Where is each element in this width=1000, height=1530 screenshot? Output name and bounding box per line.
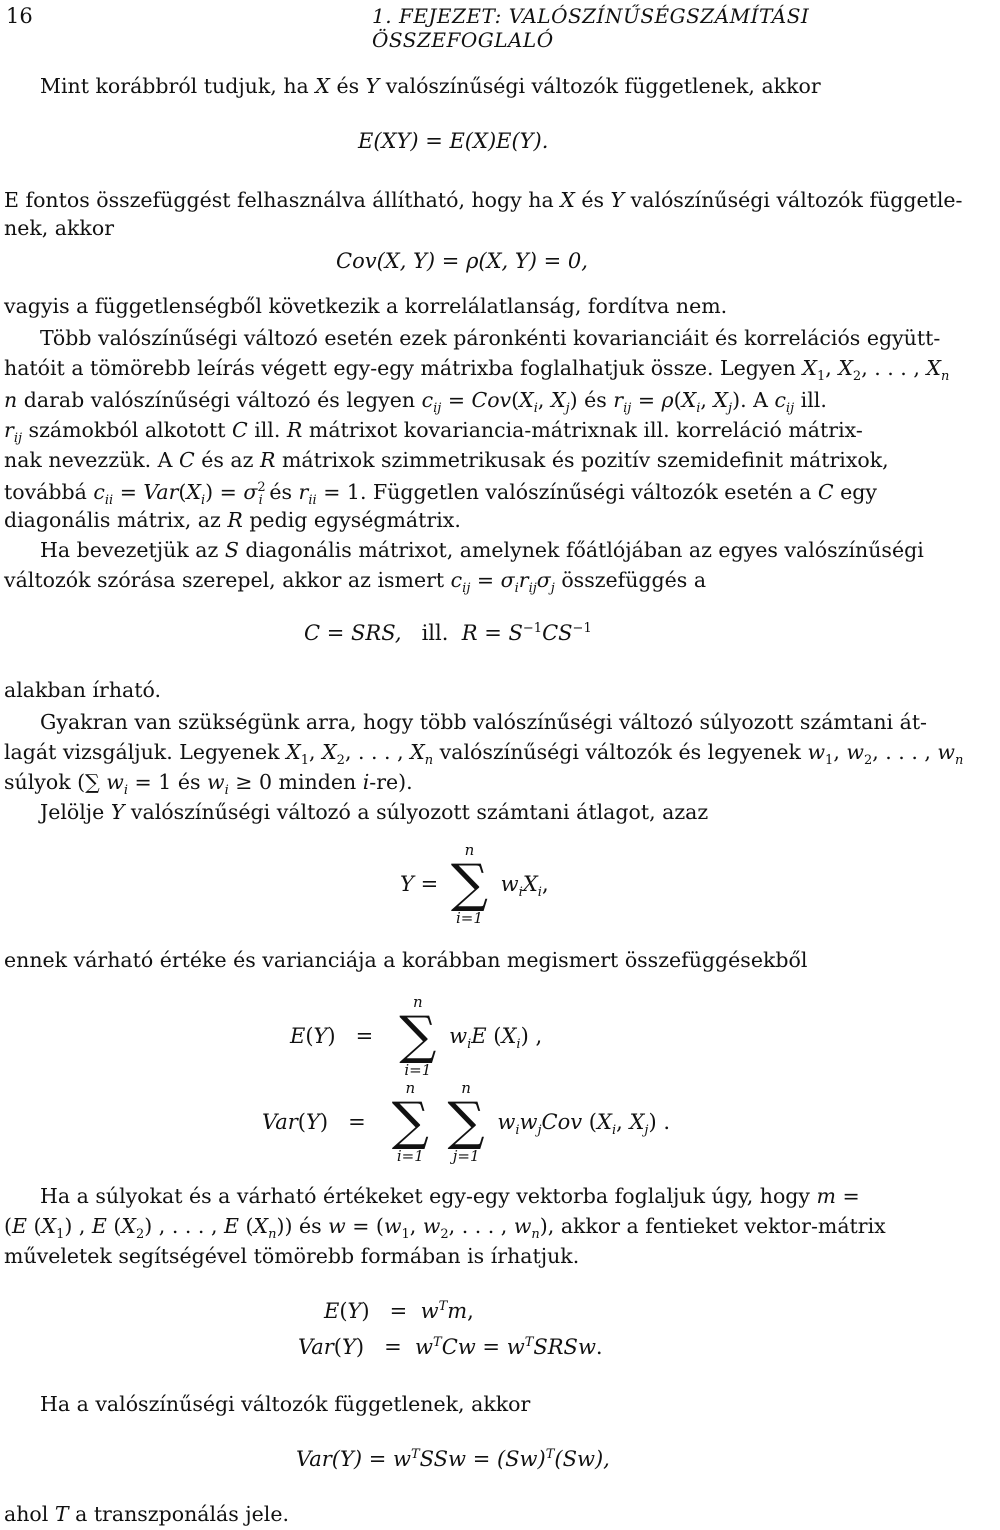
paragraph-10-line-3: műveletek segítségével tömörebb formában is írhatjuk.	[4, 1244, 580, 1268]
equation-independent-variance: $Var(Y) = w^TSSw = (Sw)^T(Sw)$,	[296, 1447, 610, 1471]
page-number: 16	[6, 4, 33, 28]
paragraph-4-line-7: diagonális mátrix, az R pedig egységmátrix.	[4, 508, 461, 532]
equation-vector-variance: $Var(Y) = w^TCw$ = $w^TSRSw$.	[298, 1335, 603, 1359]
paragraph-4-line-4: $r_{ij}$ számokból alkotott C ill. R mátrixot kovariancia-mátrixnak ill. korreláció mátrix-	[4, 418, 863, 447]
paragraph-9: ennek várható értéke és varianciája a korábban megismert összefüggésekből	[4, 948, 808, 972]
paragraph-5-line-2: változók szórása szerepel, akkor az ismert $c_{ij} = \sigma_ir_{ij}\sigma_j$ összefüggés a	[4, 568, 707, 597]
paragraph-4-line-6: továbbá $c_{ii} = Var(X_i) = \sigma^2_i$ és $r_{ii} = 1$. Független valószínűségi változók esetén a C egy	[4, 480, 877, 509]
paragraph-4-line-1: Több valószínűségi változó esetén ezek páronkénti kovarianciáit és korrelációs együtt-	[40, 326, 941, 350]
equation-vector-expectation: $E(Y) = w^Tm$,	[324, 1299, 474, 1323]
paragraph-8: Jelölje Y valószínűségi változó a súlyozott számtani átlagot, azaz	[40, 800, 709, 824]
paragraph-4-line-3: n darab valószínűségi változó és legyen $c_{ij} = Cov(X_i$, $X_j$) és $r_{ij} = \rho(X_i$, $X_j$). A $c_{ij}$ ill.	[4, 388, 827, 417]
equation-weighted-mean: Y = n ∑ i=1 $w_iX_i$,	[400, 841, 549, 927]
paragraph-10-line-1: Ha a súlyokat és a várható értékeket egy-egy vektorba foglaljuk úgy, hogy m =	[40, 1184, 860, 1208]
equation-c-srs: C = SRS, ill. $R = S^{-1}CS^{-1}$	[304, 621, 592, 645]
paragraph-1: Mint korábbról tudjuk, ha X és Y valószínűségi változók függetlenek, akkor	[40, 74, 821, 98]
sum-symbol: n ∑ j=1	[447, 1079, 485, 1165]
paragraph-4-line-2: hatóit a tömörebb leírás végett egy-egy mátrixba foglalhatjuk össze. Legyen $X_1$, $X_2$, . . . , $X_n$	[4, 356, 950, 385]
equation-expectation: E(Y) = n ∑ i=1 $w_iE$ $(X_i)$ ,	[290, 993, 543, 1079]
sum-symbol: n ∑ i=1	[391, 1079, 429, 1165]
paragraph-2: E fontos összefüggést felhasználva állítható, hogy ha X és Y valószínűségi változók függetle-	[4, 188, 963, 212]
paragraph-3: vagyis a függetlenségből következik a korrelálatlanság, fordítva nem.	[4, 294, 728, 318]
equation-independence: E(XY) = E(X)E(Y).	[358, 129, 549, 153]
paragraph-5-line-1: Ha bevezetjük az S diagonális mátrixot, amelynek főátlójában az egyes valószínűségi	[40, 538, 924, 562]
paragraph-4-line-5: nak nevezzük. A C és az R mátrixok szimmetrikusak és pozitív szemidefinit mátrixok,	[4, 448, 889, 472]
paragraph-7-line-3: súlyok (∑ $w_i = 1$ és $w_i \ge 0$ minden i-re).	[4, 770, 413, 799]
paragraph-12: ahol T a transzponálás jele.	[4, 1502, 289, 1526]
paragraph-7-line-1: Gyakran van szükségünk arra, hogy több valószínűségi változó súlyozott számtani át-	[40, 710, 927, 734]
chapter-title: 1. FEJEZET: VALÓSZÍNŰSÉGSZÁMÍTÁSI ÖSSZEFOGLALÓ	[372, 4, 810, 52]
sum-symbol: n ∑ i=1	[450, 841, 488, 927]
equation-cov-zero: Cov(X, Y) = ρ(X, Y) = 0,	[336, 249, 588, 273]
sum-symbol: n ∑ i=1	[399, 993, 437, 1079]
paragraph-10-line-2: (E $(X_1)$ , E $(X_2)$ , . . . , E $(X_n)$) és $w = (w_1$, $w_2$, . . . , $w_n$), akkor a fentieket vektor-mátrix	[4, 1214, 886, 1243]
equation-variance: Var(Y) = n ∑ i=1 n ∑ j=1 $w_iw_jCov$ ($X_i$, $X_j$) .	[262, 1079, 670, 1165]
paragraph-6: alakban írható.	[4, 678, 162, 702]
paragraph-7-line-2: lagát vizsgáljuk. Legyenek $X_1$, $X_2$, . . . , $X_n$ valószínűségi változók és legyenek $w_1$, $w_2$, . . . , $w_n$	[4, 740, 964, 769]
paragraph-2-cont: nek, akkor	[4, 216, 114, 240]
paragraph-11: Ha a valószínűségi változók függetlenek, akkor	[40, 1392, 531, 1416]
